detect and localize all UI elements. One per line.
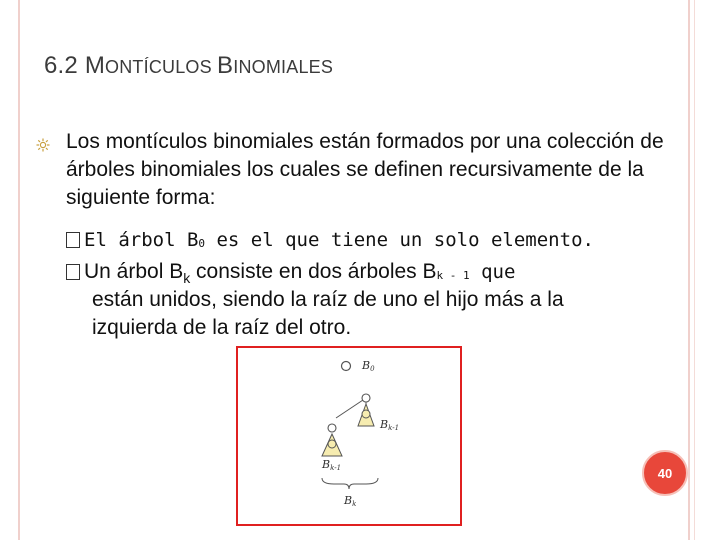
slide-frame-right: [688, 0, 690, 540]
b0-label: B0: [362, 359, 375, 373]
tree-node: [328, 424, 336, 432]
bk1-left-label: Bk-1: [322, 458, 342, 472]
tree-node: [362, 394, 370, 402]
checkbox-bullet-icon: [66, 264, 80, 280]
binomial-tree-diagram: [238, 348, 460, 524]
bullet-text: Los montículos binomiales están formados por una colección de árboles binomiales los cuales se definen recursivamente de la siguiente forma:: [66, 130, 664, 209]
b0-node: [342, 362, 351, 371]
slide-frame-left: [18, 0, 20, 540]
checkbox-bullet-icon: [66, 232, 80, 248]
page-number-badge: 40: [642, 450, 688, 496]
sun-bullet-icon: [36, 138, 50, 152]
binomial-tree-figure: [236, 346, 462, 526]
tree-node: [328, 440, 336, 448]
bk1-right-label: Bk-1: [380, 418, 400, 432]
bk-brace: [322, 478, 378, 489]
tree-node: [362, 410, 370, 418]
slide-frame-right-inner: [694, 0, 695, 540]
slide-title: 6.2 MONTÍCULOS BINOMIALES: [44, 52, 334, 79]
sub-bullet-continuation: están unidos, siendo la raíz de uno el hijo más a la izquierda de la raíz del otro.: [92, 288, 564, 339]
bk-label: Bk: [344, 494, 357, 508]
sub-bullet-bk: Un árbol $B_k$ consiste en dos árboles Bk - 1 que: [66, 258, 515, 292]
sub-bullet-b0: El árbol B0 es el que tiene un solo elemento.: [66, 226, 594, 258]
